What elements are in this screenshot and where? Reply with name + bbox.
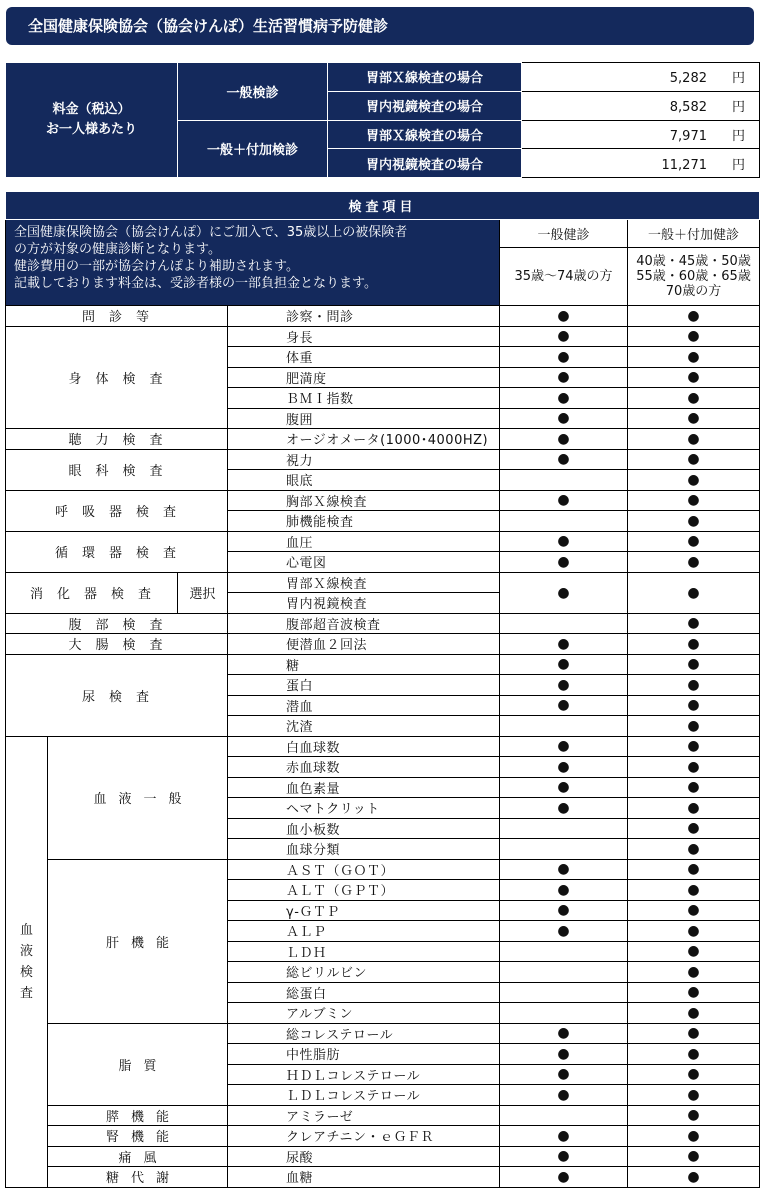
- check-mark: ●: [500, 347, 628, 368]
- check-mark: [500, 962, 628, 983]
- item-label: 白血球数: [228, 736, 500, 757]
- price-amount: 7,971 円: [522, 120, 760, 149]
- item-label: 腹囲: [228, 408, 500, 429]
- item-label: 潜血: [228, 695, 500, 716]
- check-mark: ●: [628, 982, 760, 1003]
- check-mark: ●: [500, 654, 628, 675]
- item-label: 心電図: [228, 552, 500, 573]
- check-mark: ●: [628, 1105, 760, 1126]
- check-mark: ●: [628, 900, 760, 921]
- check-mark: ●: [628, 347, 760, 368]
- check-mark: ●: [628, 1126, 760, 1147]
- check-mark: ●: [500, 449, 628, 470]
- check-mark: ●: [628, 675, 760, 696]
- exam-table: [5, 191, 760, 1188]
- check-mark: ●: [500, 1167, 628, 1188]
- col-general-sub: 35歳～74歳の方: [500, 248, 628, 306]
- item-label: 血色素量: [228, 777, 500, 798]
- price-amount: 5,282 円: [522, 63, 760, 92]
- check-mark: ●: [628, 531, 760, 552]
- check-mark: ●: [500, 777, 628, 798]
- check-mark: ●: [628, 962, 760, 983]
- check-mark: ●: [500, 675, 628, 696]
- check-mark: ●: [628, 552, 760, 573]
- check-mark: [500, 470, 628, 491]
- check-mark: ●: [500, 1044, 628, 1065]
- category-circulatory: 循環器検査: [6, 531, 228, 572]
- check-mark: ●: [628, 511, 760, 532]
- check-mark: ●: [628, 654, 760, 675]
- item-label: ＡＬＰ: [228, 921, 500, 942]
- subcategory-liver: 肝機能: [48, 859, 228, 1023]
- check-mark: ●: [500, 736, 628, 757]
- check-mark: ●: [628, 490, 760, 511]
- check-mark: ●: [500, 1064, 628, 1085]
- check-mark: ●: [500, 388, 628, 409]
- check-mark: ●: [500, 798, 628, 819]
- check-mark: ●: [628, 1085, 760, 1106]
- price-label-line2: お一人様あたり: [45, 122, 137, 137]
- check-mark: ●: [628, 449, 760, 470]
- check-mark: ●: [500, 880, 628, 901]
- check-mark: ●: [500, 326, 628, 347]
- item-label: ヘマトクリット: [228, 798, 500, 819]
- check-mark: ●: [500, 408, 628, 429]
- check-mark: ●: [628, 634, 760, 655]
- item-label: 視力: [228, 449, 500, 470]
- price-amount: 8,582 円: [522, 91, 760, 120]
- category-interview: 問診等: [6, 306, 228, 327]
- item-label: 体重: [228, 347, 500, 368]
- subcategory-glucose: 糖代謝: [48, 1167, 228, 1188]
- exam-description: 全国健康保険協会（協会けんぽ）にご加入で、35歳以上の被保険者 の方が対象の健康診断となります。 健診費用の一部が協会けんぽより補助されます。 記載しております料金は、受診者様の一部負担金となります。: [6, 220, 500, 306]
- subcategory-pancreas: 膵機能: [48, 1105, 228, 1126]
- subcategory-lipid: 脂質: [48, 1023, 228, 1105]
- item-label: 胸部Ｘ線検査: [228, 490, 500, 511]
- check-mark: ●: [628, 736, 760, 757]
- check-mark: ●: [628, 757, 760, 778]
- item-label: ＡＳＴ（ＧＯＴ）: [228, 859, 500, 880]
- item-label: ＡＬＴ（ＧＰＴ）: [228, 880, 500, 901]
- item-label: 尿酸: [228, 1146, 500, 1167]
- check-mark: [500, 613, 628, 634]
- item-label: 赤血球数: [228, 757, 500, 778]
- check-mark: ●: [500, 695, 628, 716]
- check-mark: ●: [500, 1146, 628, 1167]
- check-mark: ●: [500, 900, 628, 921]
- check-mark: ●: [500, 531, 628, 552]
- category-body: 身体検査: [6, 326, 228, 429]
- category-eye: 眼科検査: [6, 449, 228, 490]
- check-mark: ●: [628, 798, 760, 819]
- check-mark: ●: [628, 839, 760, 860]
- check-mark: ●: [500, 921, 628, 942]
- price-case: 胃内視鏡検査の場合: [328, 91, 522, 120]
- item-label: 糖: [228, 654, 500, 675]
- price-group-general: 一般検診: [178, 63, 328, 121]
- check-mark: ●: [628, 1064, 760, 1085]
- subcategory-gout: 痛風: [48, 1146, 228, 1167]
- price-table: [5, 62, 760, 178]
- col-plus-sub: 40歳・45歳・50歳 55歳・60歳・65歳 70歳の方: [628, 248, 760, 306]
- check-mark: ●: [628, 695, 760, 716]
- check-mark: ●: [500, 634, 628, 655]
- check-mark: ●: [628, 880, 760, 901]
- category-colon: 大腸検査: [6, 634, 228, 655]
- check-mark: [500, 941, 628, 962]
- price-amount: 11,271 円: [522, 149, 760, 178]
- item-label: ＢＭＩ指数: [228, 388, 500, 409]
- check-mark: ●: [628, 818, 760, 839]
- price-case: 胃部Ｘ線検査の場合: [328, 63, 522, 92]
- category-blood: 血 液 検 査: [6, 736, 48, 1187]
- check-mark: [500, 839, 628, 860]
- item-label: 肺機能検査: [228, 511, 500, 532]
- price-group-plus: 一般＋付加検診: [178, 120, 328, 178]
- check-mark: ●: [628, 572, 760, 613]
- check-mark: ●: [628, 613, 760, 634]
- check-mark: [500, 511, 628, 532]
- check-mark: ●: [500, 367, 628, 388]
- check-mark: ●: [500, 429, 628, 450]
- item-label: ＨＤＬコレステロール: [228, 1064, 500, 1085]
- check-mark: ●: [628, 1167, 760, 1188]
- item-label: γ-ＧＴＰ: [228, 900, 500, 921]
- check-mark: ●: [628, 941, 760, 962]
- item-label: 肥満度: [228, 367, 500, 388]
- check-mark: ●: [628, 1023, 760, 1044]
- price-case: 胃部Ｘ線検査の場合: [328, 120, 522, 149]
- item-label: クレアチニン・ｅＧＦＲ: [228, 1126, 500, 1147]
- check-mark: ●: [628, 921, 760, 942]
- item-label: 沈渣: [228, 716, 500, 737]
- check-mark: ●: [628, 367, 760, 388]
- item-label: 血小板数: [228, 818, 500, 839]
- page-title: 全国健康保険協会（協会けんぽ）生活習慣病予防健診: [6, 7, 754, 45]
- item-label: 身長: [228, 326, 500, 347]
- subcategory-kidney: 腎機能: [48, 1126, 228, 1147]
- item-label: 胃部Ｘ線検査: [228, 572, 500, 593]
- category-urine: 尿検査: [6, 654, 228, 736]
- check-mark: ●: [628, 408, 760, 429]
- check-mark: [500, 716, 628, 737]
- category-abdomen: 腹部検査: [6, 613, 228, 634]
- item-label: 便潜血２回法: [228, 634, 500, 655]
- check-mark: ●: [628, 388, 760, 409]
- item-label: 血糖: [228, 1167, 500, 1188]
- item-label: 中性脂肪: [228, 1044, 500, 1065]
- check-mark: ●: [628, 777, 760, 798]
- item-label: 眼底: [228, 470, 500, 491]
- category-hearing: 聴力検査: [6, 429, 228, 450]
- select-label: 選択: [178, 572, 228, 613]
- check-mark: ●: [500, 1023, 628, 1044]
- check-mark: ●: [500, 859, 628, 880]
- check-mark: [500, 982, 628, 1003]
- check-mark: ●: [500, 306, 628, 327]
- check-mark: ●: [628, 470, 760, 491]
- price-label-line1: 料金（税込）: [52, 102, 131, 117]
- check-mark: ●: [628, 1003, 760, 1024]
- item-label: 総ビリルビン: [228, 962, 500, 983]
- check-mark: ●: [628, 716, 760, 737]
- item-label: 総蛋白: [228, 982, 500, 1003]
- item-label: 腹部超音波検査: [228, 613, 500, 634]
- item-label: アミラーゼ: [228, 1105, 500, 1126]
- item-label: 総コレステロール: [228, 1023, 500, 1044]
- item-label: オージオメータ(1000･4000HZ): [228, 429, 500, 450]
- check-mark: [500, 1105, 628, 1126]
- col-general-title: 一般健診: [500, 220, 628, 248]
- item-label: 胃内視鏡検査: [228, 593, 500, 614]
- category-respiratory: 呼吸器検査: [6, 490, 228, 531]
- check-mark: ●: [628, 1146, 760, 1167]
- check-mark: [500, 1003, 628, 1024]
- item-label: ＬＤＨ: [228, 941, 500, 962]
- check-mark: ●: [628, 429, 760, 450]
- item-label: 血球分類: [228, 839, 500, 860]
- check-mark: ●: [500, 1085, 628, 1106]
- item-label: 診察・問診: [228, 306, 500, 327]
- price-label: [6, 63, 178, 178]
- check-mark: ●: [500, 757, 628, 778]
- check-mark: ●: [500, 1126, 628, 1147]
- item-label: ＬＤＬコレステロール: [228, 1085, 500, 1106]
- check-mark: ●: [628, 1044, 760, 1065]
- check-mark: ●: [628, 326, 760, 347]
- item-label: 蛋白: [228, 675, 500, 696]
- exam-header: 検査項目: [6, 192, 760, 220]
- check-mark: [500, 818, 628, 839]
- check-mark: ●: [500, 490, 628, 511]
- check-mark: ●: [500, 572, 628, 613]
- check-mark: ●: [500, 552, 628, 573]
- check-mark: ●: [628, 306, 760, 327]
- category-digestive: 消化器検査: [6, 572, 178, 613]
- subcategory-blood-general: 血液一般: [48, 736, 228, 859]
- col-plus-title: 一般＋付加健診: [628, 220, 760, 248]
- check-mark: ●: [628, 859, 760, 880]
- price-case: 胃内視鏡検査の場合: [328, 149, 522, 178]
- item-label: アルブミン: [228, 1003, 500, 1024]
- item-label: 血圧: [228, 531, 500, 552]
